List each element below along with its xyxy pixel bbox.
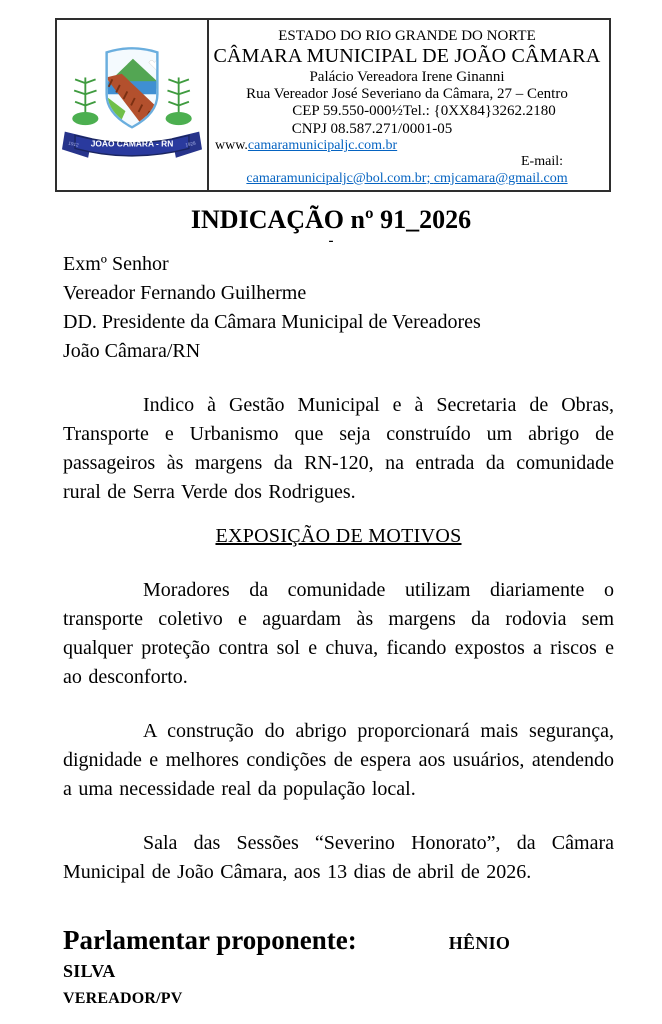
cep-phone: CEP 59.550-000½Tel.: {0XX84}3262.2180 (292, 103, 556, 120)
letterhead (55, 18, 611, 192)
addressee-line-name: Vereador Fernando Guilherme (63, 281, 307, 304)
www-prefix: www. (215, 138, 248, 154)
palace-name: Palácio Vereadora Irene Ginanni (309, 68, 505, 85)
paragraph-motive-1: Moradores da comunidade utilizam diariamente o transporte coletivo e aguardam às margens da rodovia sem qualquer proteção contra sol e chuva, ficando expostos a riscos e ao desconforto. (63, 578, 614, 688)
cnpj: CNPJ 08.587.271/0001-05 (291, 120, 453, 137)
website-line (213, 138, 601, 154)
proponent-role: VEREADOR/PV (63, 989, 183, 1007)
section-heading (63, 522, 614, 551)
street-address: Rua Vereador José Severiano da Câmara, 27 – Centro (246, 85, 568, 102)
signature-block (63, 925, 614, 1012)
email-link-1[interactable]: camaramunicipaljc@bol.com.br (246, 170, 427, 186)
coat-of-arms (57, 20, 209, 190)
website-link[interactable]: camaramunicipaljc.com.br (247, 138, 398, 154)
ribbon-icon (62, 132, 202, 158)
letterhead-text (209, 20, 609, 190)
coat-of-arms-icon (62, 42, 202, 168)
signature-line-1 (63, 925, 614, 956)
ribbon-year-right: 1928 (184, 140, 197, 148)
paragraph-indication: Indico à Gestão Municipal e à Secretaria de Obras, Transporte e Urbanismo que seja construído um abrigo de passageiros às margens da RN-120, na entrada da comunidade rural de Serra Verde dos Rodrigues. (63, 393, 614, 503)
section-heading-text: EXPOSIÇÃO DE MOTIVOS (215, 524, 462, 547)
email-separator: ; (426, 170, 434, 186)
title-dash: - (328, 232, 334, 249)
document-title: INDICAÇÃO nº 91_2026 (190, 204, 472, 234)
document-body (63, 250, 614, 887)
ribbon-city-label: JOÃO CÂMARA - RN (90, 138, 174, 149)
addressee-line-salutation: Exmº Senhor (63, 252, 169, 275)
email-line (213, 171, 601, 187)
proponent-first-name: HÊNIO (448, 932, 511, 953)
paragraph-closing: Sala das Sessões “Severino Honorato”, da Câmara Municipal de João Câmara, aos 13 dias de abril de 2026. (63, 831, 614, 883)
tree-right-icon (167, 77, 189, 114)
organization-name: CÂMARA MUNICIPAL DE JOÃO CÂMARA (213, 45, 601, 68)
addressee-line-role: DD. Presidente da Câmara Municipal de Vereadores (63, 310, 481, 333)
proponent-last-name: SILVA (63, 960, 116, 981)
addressee-block (63, 250, 614, 366)
state-name: ESTADO DO RIO GRANDE DO NORTE (278, 28, 536, 44)
ribbon-year-left: 1912 (67, 140, 80, 148)
paragraph-motive-2: A construção do abrigo proporcionará mais segurança, dignidade e melhores condições de espera aos usuários, atendendo a uma necessidade real da população local. (63, 719, 614, 800)
email-label: E-mail: (521, 154, 563, 170)
email-link-2[interactable]: cmjcamara@gmail.com (433, 170, 568, 186)
tree-left-icon (74, 77, 96, 114)
proponent-label: Parlamentar proponente: (63, 924, 357, 955)
addressee-line-city: João Câmara/RN (63, 339, 201, 362)
